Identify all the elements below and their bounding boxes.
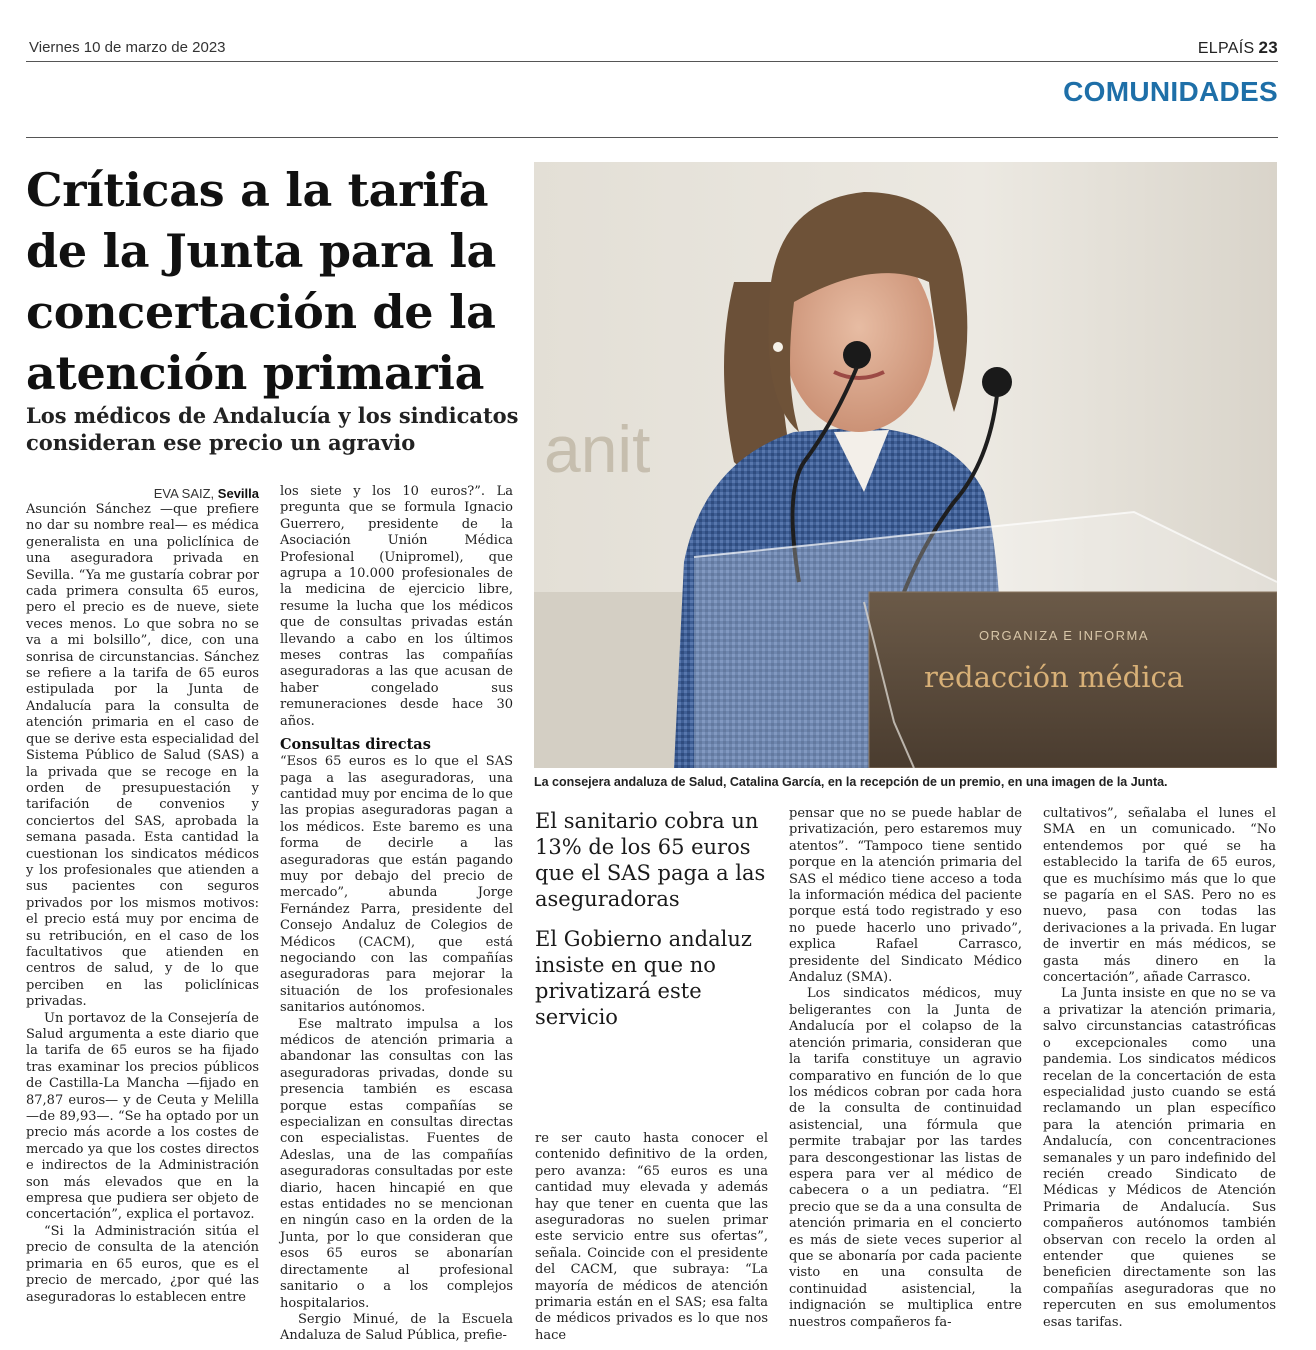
body-paragraph: Un portavoz de la Consejería de Salud argumenta a este diario que la tarifa de 65 euros se ha fijado tras examinar los precios públicos de Castilla-La Mancha —fijado en 87,87 euros— y de Ceuta y Melilla —de 89,93—. “Se ha optado por un precio más acorde a los costes de mercado ya que los costes directos e indirectos de la Administración son más elevados que en la empresa que pudiera ser objeto de concertación”, explica el portavoz. [26, 1010, 259, 1223]
article-headline: Críticas a la tarifa de la Junta para la concertación de la atención primaria [26, 163, 497, 400]
body-paragraph: “Esos 65 euros es lo que el SAS paga a las aseguradoras, una cantidad muy por encima de lo que las propias aseguradoras pagan a los médicos. Este baremo es una forma de decirle a las aseguradoras que están pagando muy por debajo del precio de mercado”, abunda Jorge Fernández Parra, presidente del Consejo Andaluz de Colegios de Médicos (CACM), que está negociando con las compañías aseguradoras para mejorar la situación de los profesionales sanitarios autónomos. [280, 754, 513, 1016]
publication-name: ELPAÍS [1197, 40, 1255, 57]
byline-location: Sevilla [217, 486, 259, 501]
article-photo [534, 162, 1277, 768]
page-number: 23 [1258, 38, 1278, 57]
header-rule [26, 61, 1278, 62]
body-paragraph: Asunción Sánchez —que prefiere no dar su nombre real— es médica generalista en una policlínica de una aseguradora privada en Sevilla. “Ya me gustaría cobrar por cada primera consulta 65 euros, pero el precio es de nueve, siete veces menos. Lo que sobra no se va a mi bolsillo”, dice, con una sonrisa de circunstancias. Sánchez se refiere a la tarifa de 65 euros estipulada por la Junta de Andalucía para la consulta de atención primaria en el caso de que se derive esta especialidad del Sistema Público de Salud (SAS) a la privada que se recoge en la orden de presupuestación y tarifación de convenios y conciertos del SAS, aprobada la semana pasada. Esta cantidad la cuestionan los sindicatos médicos y los profesionales que atienden a sus pacientes con seguros privados por los mismos motivos: el precio está muy por encima de su retribución, en el caso de los facultativos que atienden en centros de salud, y de lo que perciben en las policlínicas privadas. [26, 502, 259, 1010]
publication-header [1198, 38, 1278, 58]
body-paragraph: los siete y los 10 euros?”. La pregunta que se formula Ignacio Guerrero, presidente de la Asociación Unión Médica Profesional (Unipromel), que agrupa a 10.000 profesionales de la medicina de ejercicio libre, resume la lucha que los médicos que de consultas privadas están llevando a cabo en los últimos meses contras las compañías aseguradoras a las que acusan de haber congelado sus remuneraciones desde hace 30 años. [280, 484, 513, 729]
pull-quote: El sanitario cobra un 13% de los 65 euros que el SAS paga a las aseguradoras [535, 809, 766, 911]
body-column-4 [789, 806, 1022, 1331]
body-paragraph: “Si la Administración sitúa el precio de consulta de la atención primaria en 65 euros, que es el precio de mercado, ¿por qué las aseguradoras lo establecen entre [26, 1223, 259, 1305]
podium-sign-overline: ORGANIZA E INFORMA [978, 628, 1150, 643]
byline [29, 486, 259, 502]
page-date: Viernes 10 de marzo de 2023 [29, 39, 226, 56]
body-column-1 [26, 502, 259, 1306]
body-column-5 [1043, 806, 1276, 1331]
byline-author: EVA SAIZ, [153, 486, 215, 501]
article-subheadline: Los médicos de Andalucía y los sindicatos consideran ese precio un agravio [26, 403, 519, 455]
body-column-3 [535, 1131, 768, 1344]
photo-backdrop-text: anit [544, 412, 651, 486]
section-rule [26, 137, 1278, 138]
body-paragraph: pensar que no se puede hablar de privatización, pero estaremos muy atentos”. “Tampoco tiene sentido porque en la atención primaria del SAS el médico tiene acceso a toda la información médica del paciente porque está todo registrado y eso no puede hacerlo uno privado”, explica Rafael Carrasco, presidente del Sindicato Médico Andaluz (SMA). [789, 806, 1022, 986]
body-paragraph: cultativos”, señalaba el lunes el SMA en un comunicado. “No entendemos por qué se ha establecido la tarifa de 65 euros, que es muchísimo más que lo que se pagaría en el SAS. Pero no es nuevo, pasa con todas las derivaciones a la privada. En lugar de invertir en más médicos, se gasta más dinero en la concertación”, añade Carrasco. [1043, 806, 1276, 986]
body-column-2 [280, 484, 513, 1345]
body-paragraph: Ese maltrato impulsa a los médicos de atención primaria a abandonar las consultas con las aseguradoras privadas, donde su presencia también es escasa porque estas compañías se especializan en consultas directas con especialistas. Fuentes de Adeslas, una de las compañías aseguradoras consultadas por este diario, hacen hincapié en que estas entidades no se mencionan en ningún caso en la orden de la Junta, por lo que consideran que esos 65 euros se abonarían directamente al profesional sanitario o a los complejos hospitalarios. [280, 1016, 513, 1311]
pull-quote: El Gobierno andaluz insiste en que no privatizará este servicio [535, 927, 752, 1029]
podium-sign-brand: redacción médica [923, 660, 1185, 694]
body-paragraph: re ser cauto hasta conocer el contenido definitivo de la orden, pero avanza: “65 euros es una cantidad muy elevada y además hay que tener en cuenta que las aseguradoras no suelen primar este servicio entre sus ofertas”, señala. Coincide con el presidente del CACM, que subraya: “La mayoría de médicos de atención primaria están en el SAS; esa falta de médicos privados es lo que nos hace [535, 1131, 768, 1343]
section-subtitle: Consultas directas [280, 736, 431, 754]
body-paragraph: La Junta insiste en que no se va a privatizar la atención primaria, salvo circunstancias catastróficas o excepcionales como una pandemia. Los sindicatos médicos recelan de la concertación de esta especialidad justo cuando se está reclamando un plan específico para la atención primaria en Andalucía, con concentraciones semanales y un paro indefinido del recién creado Sindicato de Médicas y Médicos de Atención Primaria de Andalucía. Sus compañeros autónomos también observan con recelo la orden al entender que quienes se beneficien directamente son las compañías aseguradoras que no repercuten en sus emolumentos esas tarifas. [1043, 986, 1276, 1330]
photo-caption: La consejera andaluza de Salud, Catalina García, en la recepción de un premio, en una imagen de la Junta. [534, 775, 1168, 789]
body-paragraph: Sergio Minué, de la Escuela Andaluza de Salud Pública, prefie- [280, 1311, 513, 1344]
section-label: COMUNIDADES [1063, 76, 1278, 107]
body-paragraph: Los sindicatos médicos, muy beligerantes con la Junta de Andalucía por el colapso de la atención primaria, consideran que la tarifa constituye un agravio comparativo en función de lo que los médicos cobran por cada hora de la consulta de continuidad asistencial, una fórmula que permite trabajar por las tardes para descongestionar las listas de espera para ver al médico de cabecera o a un pediatra. “El precio que se da a una consulta de atención primaria en el concierto es más de siete veces superior al que se abonaría por cada paciente visto en una consulta de continuidad asistencial, la indignación se multiplica entre nuestros compañeros fa- [789, 986, 1022, 1330]
